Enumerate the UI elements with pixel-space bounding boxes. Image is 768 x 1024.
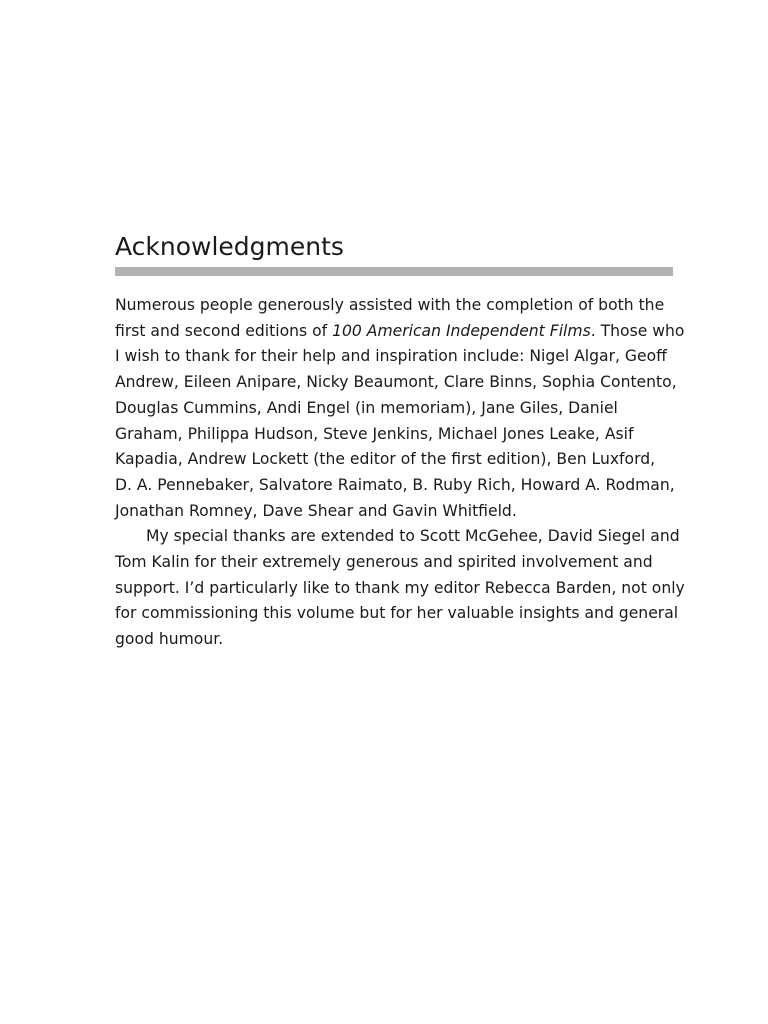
- text-line: Douglas Cummins, Andi Engel (in memoriam), Jane Giles, Daniel: [115, 398, 618, 417]
- text-line: Numerous people generously assisted with the completion of both the: [115, 296, 665, 314]
- book-title: 100 American Independent Films: [332, 321, 591, 340]
- paragraph-1: [115, 293, 685, 524]
- body-text: [115, 293, 685, 653]
- text-line: D. A. Pennebaker, Salvatore Raimato, B. Ruby Rich, Howard A. Rodman,: [115, 475, 675, 494]
- text-line: My special thanks are extended to Scott McGehee, David Siegel and: [146, 527, 680, 546]
- text-line: Tom Kalin for their extremely generous and spirited involvement and: [115, 553, 653, 572]
- text-line: I wish to thank for their help and inspiration include: Nigel Algar, Geoff: [115, 347, 667, 366]
- text-line: Andrew, Eileen Anipare, Nicky Beaumont, Clare Binns, Sophia Contento,: [115, 373, 677, 392]
- text-line: Jonathan Romney, Dave Shear and Gavin Whitfield.: [115, 501, 517, 520]
- text-line: [115, 319, 685, 345]
- text-run: . Those who: [590, 321, 685, 340]
- text-line: Kapadia, Andrew Lockett (the editor of the first edition), Ben Luxford,: [115, 450, 656, 469]
- heading-rule: [115, 267, 673, 276]
- paragraph-2: [115, 524, 685, 653]
- text-line: support. I’d particularly like to thank my editor Rebecca Barden, not only: [115, 578, 685, 597]
- text-line: Graham, Philippa Hudson, Steve Jenkins, Michael Jones Leake, Asif: [115, 424, 634, 443]
- page-title: Acknowledgments: [115, 232, 344, 261]
- text-run: first and second editions of: [115, 321, 333, 340]
- text-line: good humour.: [115, 630, 224, 649]
- text-line: for commissioning this volume but for her valuable insights and general: [115, 604, 679, 623]
